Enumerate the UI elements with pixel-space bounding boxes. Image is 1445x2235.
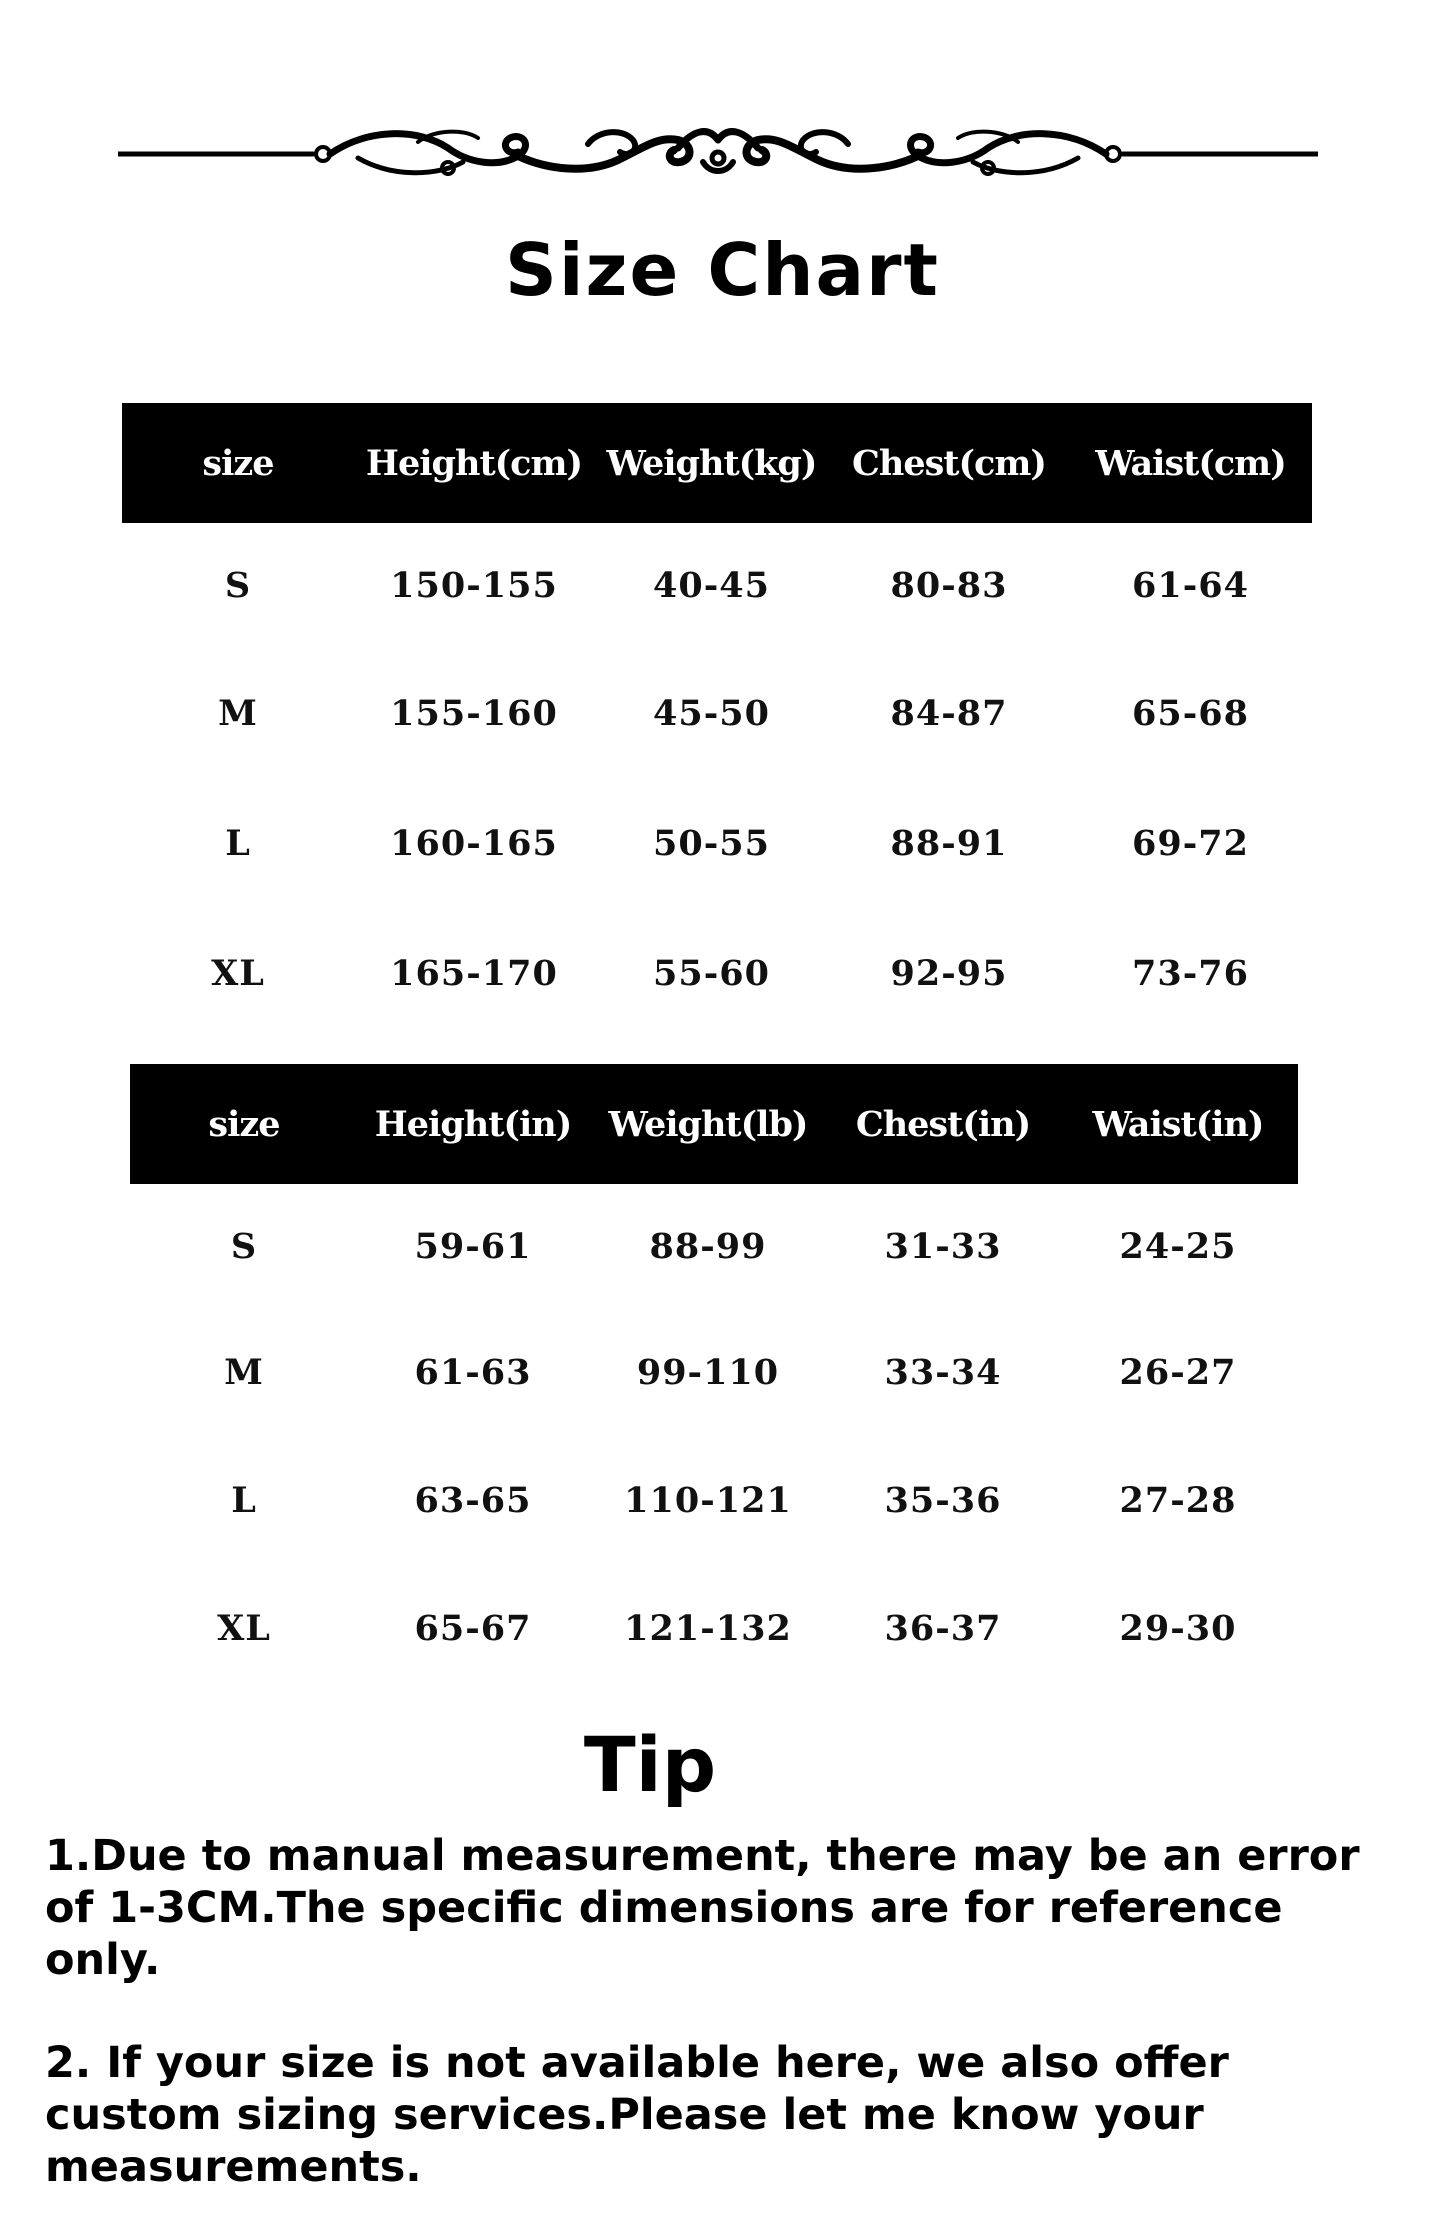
flourish-divider-icon xyxy=(118,118,1318,188)
table-row xyxy=(122,908,1312,1038)
table-cell: S xyxy=(224,565,252,606)
table-cell: 84-87 xyxy=(890,692,1008,734)
table-cell: 45-50 xyxy=(653,692,770,734)
table-cell: XL xyxy=(217,1607,271,1649)
table-cell: 63-65 xyxy=(414,1479,532,1521)
table-cell: 24-25 xyxy=(1119,1225,1237,1267)
column-header: size xyxy=(122,403,354,523)
column-header: Weight(lb) xyxy=(588,1064,828,1184)
table-cell: L xyxy=(231,1479,257,1521)
imperial-size-table xyxy=(130,1064,1298,1692)
column-header: Chest(in) xyxy=(828,1064,1058,1184)
table-header-row xyxy=(122,403,1312,523)
table-row xyxy=(122,648,1312,778)
column-header: Weight(kg) xyxy=(594,403,829,523)
table-cell: 80-83 xyxy=(890,565,1008,606)
table-row xyxy=(122,523,1312,648)
column-header: Height(cm) xyxy=(354,403,594,523)
table-cell: 40-45 xyxy=(653,565,770,606)
table-cell: 65-68 xyxy=(1132,692,1249,734)
tip-note-2: 2. If your size is not available here, we also offer custom sizing services.Please let me know your measurements. xyxy=(45,2038,1229,2192)
column-header: Waist(in) xyxy=(1058,1064,1298,1184)
table-cell: M xyxy=(218,692,258,734)
page-title: Size Chart xyxy=(505,228,940,312)
table-cell: 36-37 xyxy=(884,1607,1002,1649)
table-cell: L xyxy=(225,822,251,864)
metric-size-table xyxy=(122,403,1312,1038)
table-cell: 155-160 xyxy=(390,692,558,734)
table-cell: 35-36 xyxy=(884,1479,1002,1521)
table-cell: 165-170 xyxy=(390,952,558,994)
tip-heading: Tip xyxy=(583,1720,717,1809)
table-cell: 99-110 xyxy=(636,1351,780,1393)
table-cell: 61-64 xyxy=(1132,565,1249,606)
table-cell: 26-27 xyxy=(1119,1351,1237,1393)
column-header: Height(in) xyxy=(358,1064,588,1184)
table-cell: 50-55 xyxy=(653,822,770,864)
table-cell: 110-121 xyxy=(624,1479,792,1521)
table-cell: 92-95 xyxy=(890,952,1008,994)
table-row xyxy=(130,1184,1298,1308)
table-cell: 29-30 xyxy=(1119,1607,1237,1649)
column-header: size xyxy=(130,1064,358,1184)
table-cell: 73-76 xyxy=(1132,952,1249,994)
column-header: Waist(cm) xyxy=(1069,403,1312,523)
table-cell: 88-99 xyxy=(649,1225,767,1267)
table-cell: 69-72 xyxy=(1132,822,1249,864)
table-header-row xyxy=(130,1064,1298,1184)
table-cell: M xyxy=(224,1351,264,1393)
column-header: Chest(cm) xyxy=(829,403,1069,523)
table-cell: 33-34 xyxy=(884,1351,1002,1393)
table-row xyxy=(130,1308,1298,1436)
table-cell: 88-91 xyxy=(890,822,1008,864)
table-row xyxy=(130,1564,1298,1692)
table-cell: 31-33 xyxy=(884,1225,1002,1267)
table-cell: 121-132 xyxy=(624,1607,792,1649)
table-cell: 65-67 xyxy=(414,1607,532,1649)
table-cell: 61-63 xyxy=(414,1351,532,1393)
table-row xyxy=(130,1436,1298,1564)
table-cell: 27-28 xyxy=(1119,1479,1237,1521)
table-row xyxy=(122,778,1312,908)
table-cell: 55-60 xyxy=(653,952,770,994)
table-cell: 59-61 xyxy=(414,1225,532,1267)
table-cell: 150-155 xyxy=(390,565,558,606)
table-cell: S xyxy=(230,1225,258,1267)
table-cell: XL xyxy=(211,952,265,994)
tip-note-1: 1.Due to manual measurement, there may be an error of 1-3CM.The specific dimensions are for reference only. xyxy=(45,1831,1360,1985)
table-cell: 160-165 xyxy=(390,822,558,864)
